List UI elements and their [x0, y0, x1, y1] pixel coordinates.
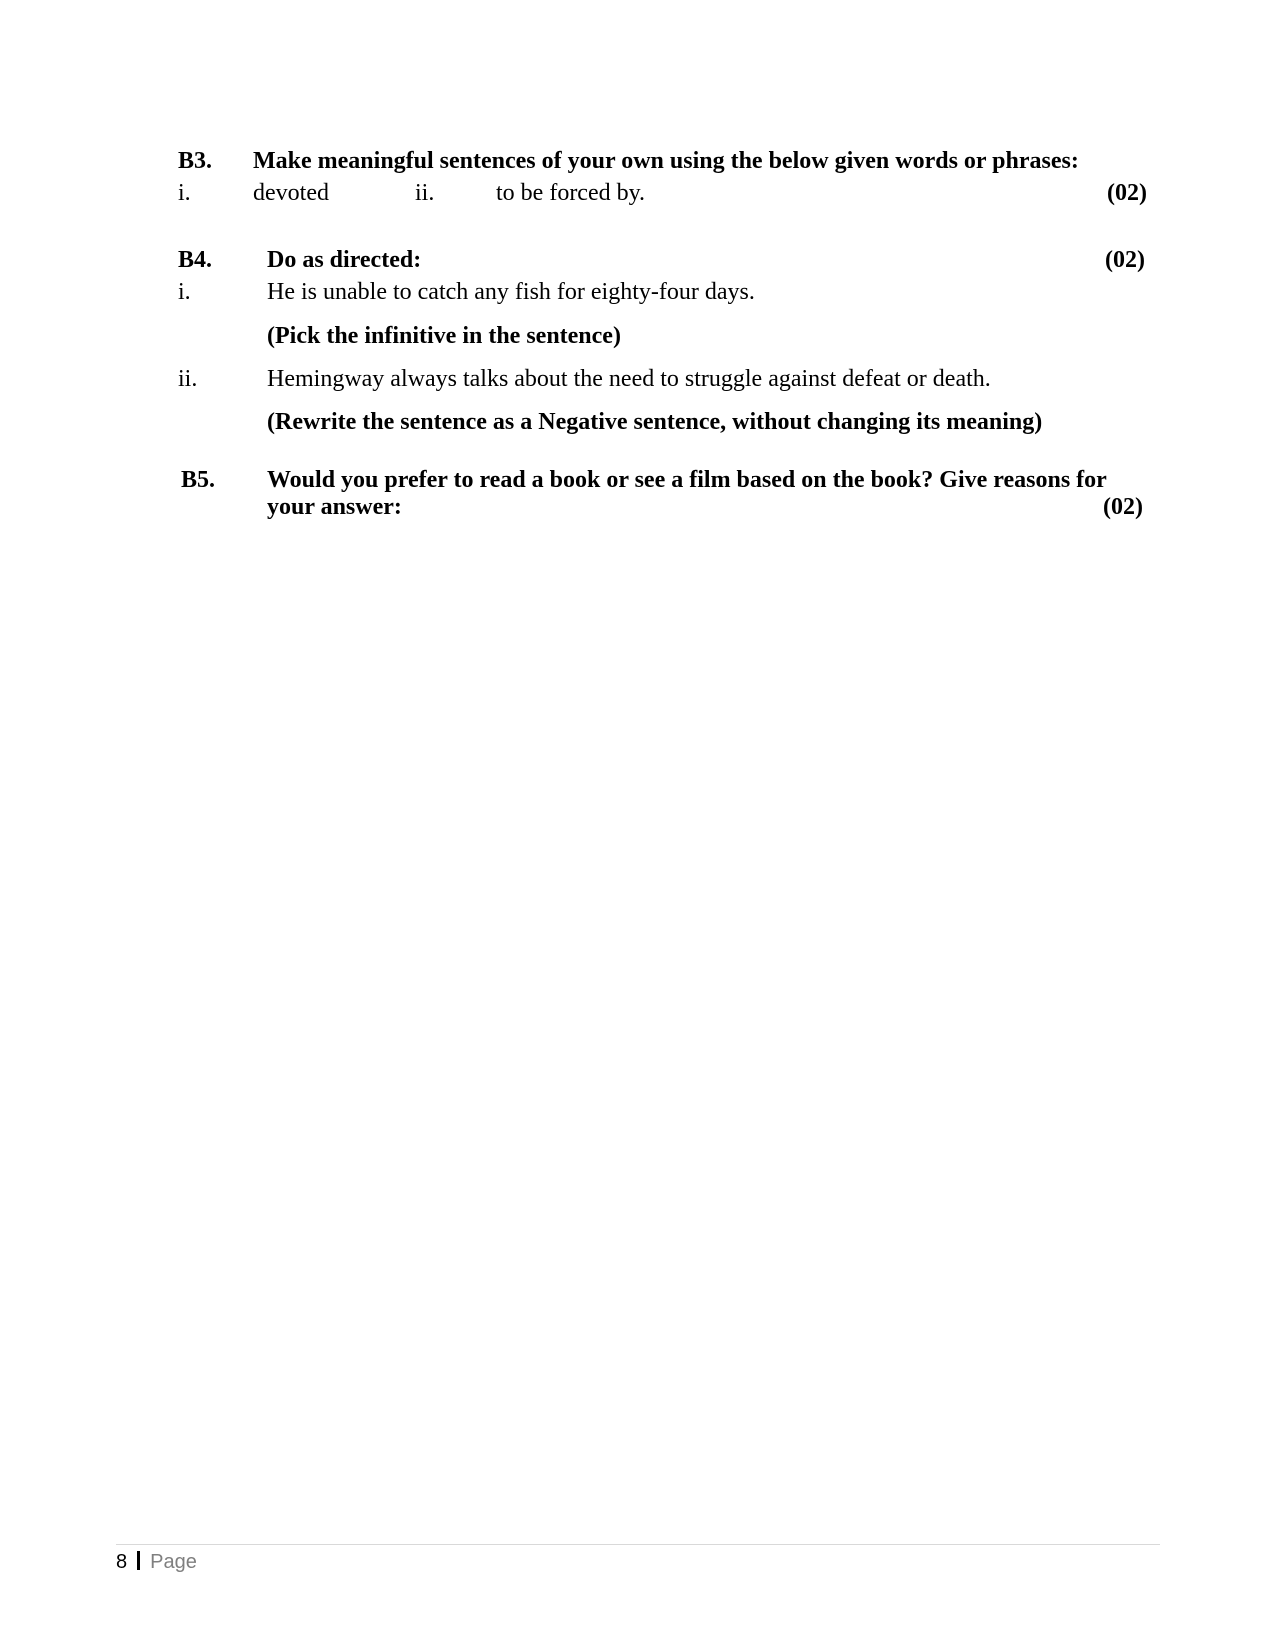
b4-number: B4. — [178, 247, 213, 273]
b4-instruction: Do as directed: — [267, 247, 422, 273]
page-word: Page — [150, 1551, 197, 1573]
b5-number: B5. — [181, 467, 216, 493]
b3-item-2-text: to be forced by. — [496, 180, 646, 206]
b3-item-2-label: ii. — [415, 180, 435, 206]
b3-item-1-text: devoted — [253, 180, 329, 206]
b3-marks: (02) — [1107, 180, 1147, 206]
b3-instruction: Make meaningful sentences of your own using the below given words or phrases: — [253, 148, 1079, 174]
b4-item-1-label: i. — [178, 279, 191, 305]
b5-marks: (02) — [1103, 494, 1143, 520]
b4-item-2-direction: (Rewrite the sentence as a Negative sentence, without changing its meaning) — [267, 409, 1043, 435]
b5-question-line-1: Would you prefer to read a book or see a film based on the book? Give reasons for — [267, 467, 1107, 493]
footer-divider — [116, 1544, 1160, 1545]
page-footer — [116, 1549, 197, 1575]
b4-item-1-sentence: He is unable to catch any fish for eighty-four days. — [267, 279, 755, 305]
b3-number: B3. — [178, 148, 213, 174]
b5-question-line-2: your answer: — [267, 494, 402, 520]
footer-separator — [137, 1551, 140, 1570]
b4-item-2-label: ii. — [178, 366, 198, 392]
b4-marks: (02) — [1105, 247, 1145, 273]
page-number: 8 — [116, 1551, 128, 1573]
b3-item-1-label: i. — [178, 180, 191, 206]
b4-item-1-direction: (Pick the infinitive in the sentence) — [267, 323, 621, 349]
b4-item-2-sentence: Hemingway always talks about the need to struggle against defeat or death. — [267, 366, 991, 392]
